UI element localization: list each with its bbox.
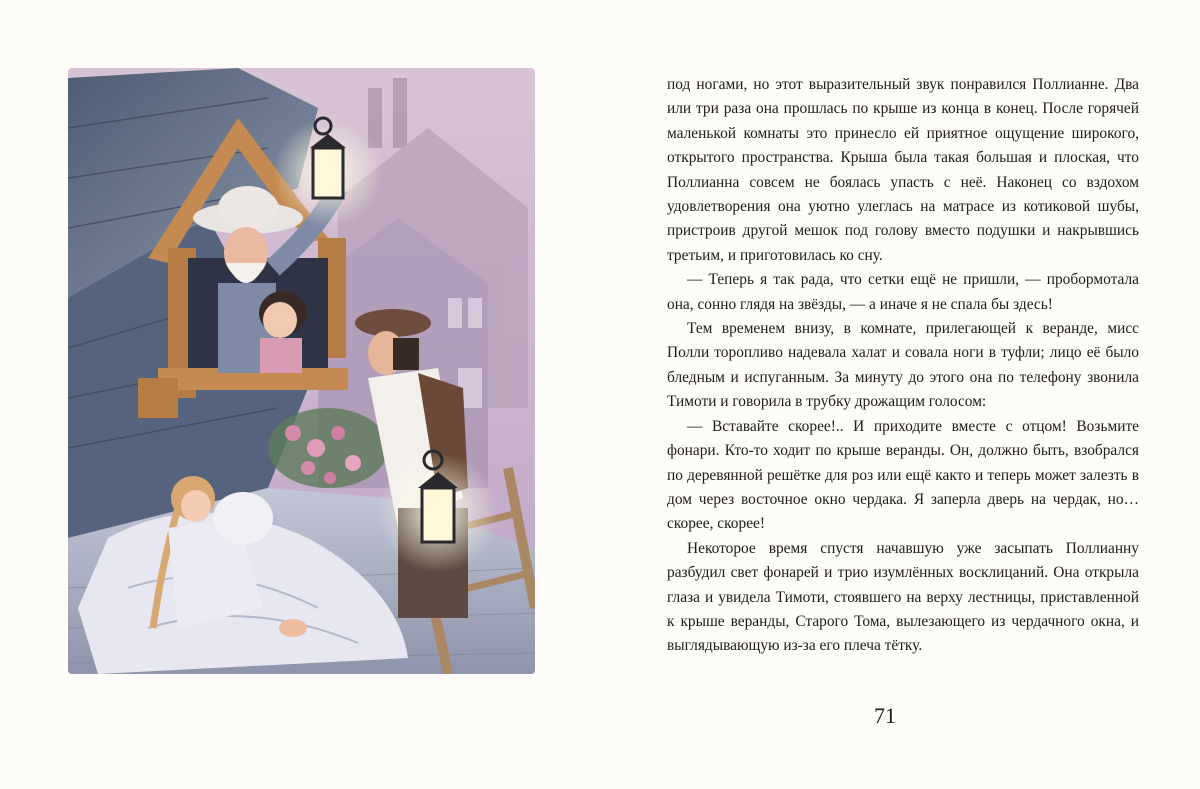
rose-trellis bbox=[268, 408, 388, 488]
paragraph: Некоторое время спустя начавшую уже засыпать Поллианну разбудил свет фонарей и трио изумлённых восклицаний. Она открыла глаза и увидела Тимоти, стоявшего на верху лестницы, приставленной к крыше веранды, Старого Тома, вылезающего из чердачного окна, и выглядывающую из-за его плеча тётку. bbox=[667, 539, 1139, 655]
page-text bbox=[667, 73, 1139, 659]
upper-lantern bbox=[273, 118, 383, 228]
page-number: 71 bbox=[874, 703, 896, 728]
rooftop-night-scene bbox=[68, 68, 535, 674]
paragraph: Тем временем внизу, в комнате, прилегающей к веранде, мисс Полли торопливо надевала халат и совала ноги в туфли; лицо её было бледным и испуганным. За минуту до этого она по телефону звонила Тимоти и говорила в трубку дрожащим голосом: bbox=[667, 320, 1139, 411]
paragraph: — Вставайте скорее!.. И приходите вместе с отцом! Возьмите фонари. Кто-то ходит по крыше веранды. Он, должно быть, взобрался по деревянной решётке для роз или ещё както и теперь может залезть в дом через восточное окно чердака. Я заперла дверь на чердак, но… скорее, скорее! bbox=[667, 417, 1139, 533]
paragraph: — Теперь я так рада, что сетки ещё не пришли, — пробормотала она, сонно глядя на звёзды, — а иначе я не спала бы здесь! bbox=[667, 271, 1139, 313]
book-illustration bbox=[68, 68, 535, 674]
paragraph: под ногами, но этот выразительный звук понравился Поллианне. Два или три раза она прошлась по крыше из конца в конец. После горячей маленькой комнаты это принесло ей приятное ощущение широкого, открытого пространства. Крыша была такая большая и плоская, что Поллианна совсем не боялась упасть с неё. Наконец со вздохом удовлетворения она уютно улеглась на матрасе из котиковой шубы, пристроив другой мешок под голову вместо подушки и накрывшись третьим, и приготовилась ко сну. bbox=[667, 76, 1139, 264]
